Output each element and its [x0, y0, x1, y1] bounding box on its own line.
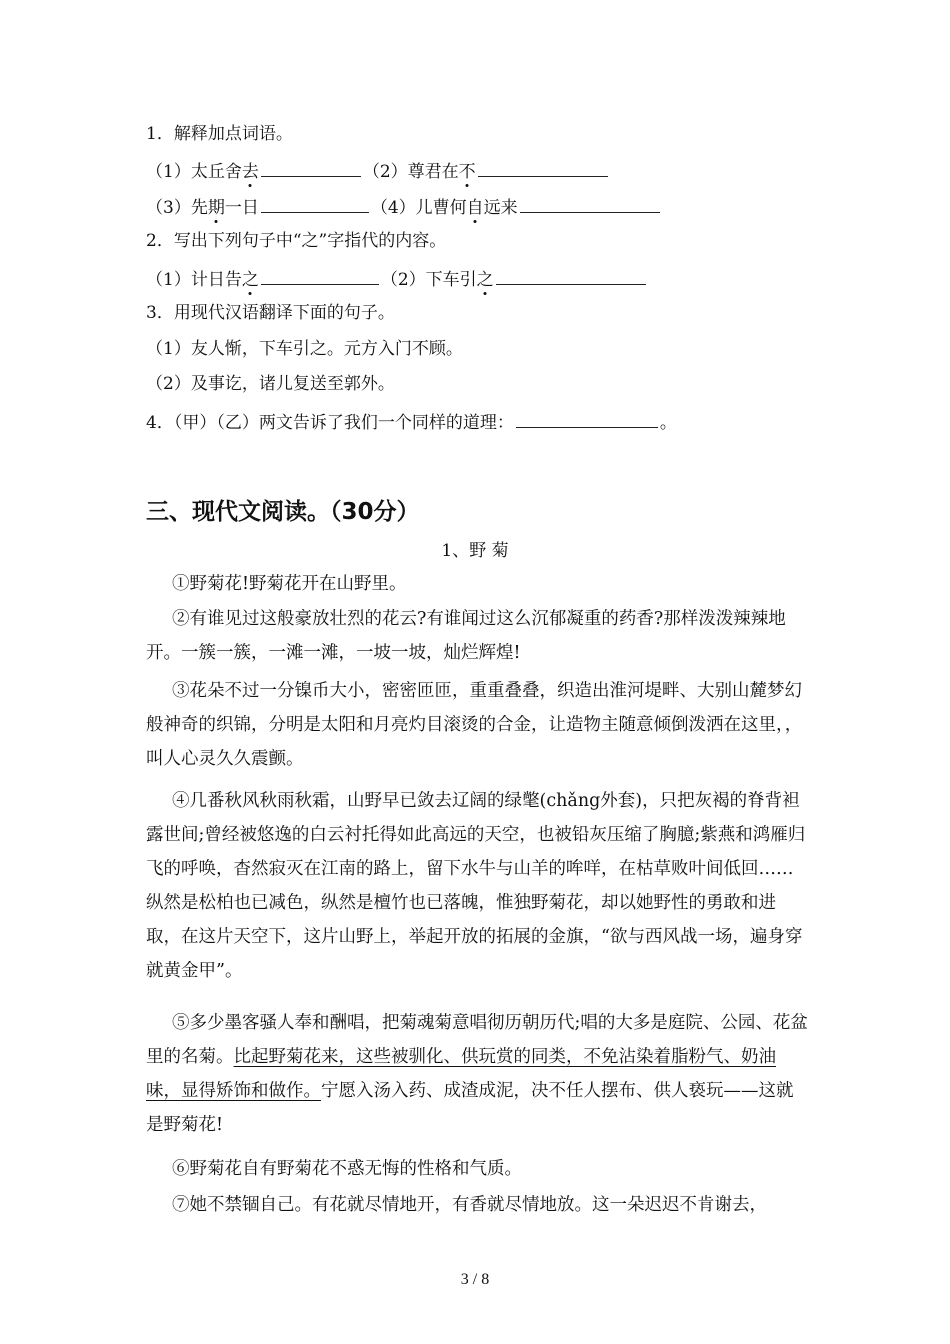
section-heading: 三、现代文阅读。（30分） — [146, 499, 420, 525]
answer-blank[interactable] — [261, 266, 379, 285]
dotted-char: 之 — [241, 270, 259, 290]
question-2-row: （1）计日告之 （2）下车引之 — [146, 266, 648, 291]
question-3-item-1: （1）友人惭，下车引之。元方入门不顾。 — [146, 339, 463, 359]
question-3: 3．用现代汉语翻译下面的句子。 — [146, 303, 395, 323]
underlined-sentence: 比起野菊花来，这些被驯化、供玩赏的同类，不免沾染着脂粉气、奶油味，显得矫饰和做作。 — [146, 1047, 776, 1101]
dotted-char: 不 — [458, 162, 476, 182]
paragraph-7: ⑦她不禁锢自己。有花就尽情地开，有香就尽情地放。这一朵迟迟不肯谢去， — [172, 1195, 767, 1215]
answer-blank[interactable] — [261, 158, 361, 177]
question-1-row-2: （3）先期一日 （4）儿曹何自远来 — [146, 194, 662, 219]
answer-blank[interactable] — [496, 266, 646, 285]
dotted-char: 自 — [466, 198, 484, 218]
question-4: 4．（甲）（乙）两文告诉了我们一个同样的道理： 。 — [146, 409, 677, 434]
answer-blank[interactable] — [261, 194, 369, 213]
paragraph-5: ⑤多少墨客骚人奉和酬唱，把菊魂菊意唱彻历朝历代;唱的大多是庭院、公园、花盆里的名菊。比起野菊花来，这些被驯化、供玩赏的同类，不免沾染着脂粉气、奶油味，显得矫饰和做作。宁愿入汤入药、成渣成泥，决不任人摆布、供人亵玩——这就是野菊花! — [146, 1013, 808, 1135]
paragraph-3: ③花朵不过一分镍币大小，密密匝匝，重重叠叠，织造出淮河堤畔、大别山麓梦幻般神奇的织锦，分明是太阳和月亮灼目滚烫的合金，让造物主随意倾倒泼洒在这里，，叫人心灵久久震颤。 — [146, 681, 803, 769]
question-3-item-2: （2）及事讫，诸儿复送至郭外。 — [146, 374, 395, 394]
answer-blank[interactable] — [516, 409, 658, 428]
paragraph-2: ②有谁见过这般豪放壮烈的花云?有谁闻过这么沉郁凝重的药香?那样泼泼辣辣地开。一簇一簇，一滩一滩，一坡一坡，灿烂辉煌! — [146, 609, 786, 663]
question-2: 2．写出下列句子中“之”字指代的内容。 — [146, 231, 447, 251]
answer-blank[interactable] — [478, 158, 608, 177]
question-1-row-1: （1）太丘舍去 （2）尊君在不 — [146, 158, 610, 183]
dotted-char: 之 — [476, 270, 494, 290]
answer-blank[interactable] — [520, 194, 660, 213]
paragraph-4: ④几番秋风秋雨秋霜，山野早已敛去辽阔的绿氅(chǎng外套)，只把灰褐的脊背袒露世间;曾经被悠逸的白云衬托得如此高远的天空，也被铅灰压缩了胸臆;紫燕和鸿雁归飞的呼唤，杳然寂灭在江南的路上，留下水牛与山羊的哞咩，在枯草败叶间低回……纵然是松柏也已减色，纵然是檀竹也已落魄，惟独野菊花，却以她野性的勇敢和进取，在这片天空下，这片山野上，举起开放的拓展的金旗，“欲与西风战一场，遍身穿就黄金甲”。 — [146, 791, 806, 981]
dotted-char: 去 — [241, 162, 259, 182]
paragraph-1: ①野菊花!野菊花开在山野里。 — [172, 574, 407, 594]
dotted-char: 期 — [207, 198, 225, 218]
paragraph-6: ⑥野菊花自有野菊花不惑无悔的性格和气质。 — [172, 1159, 522, 1179]
question-1: 1．解释加点词语。 — [146, 124, 293, 144]
page-number: 3 / 8 — [460, 1271, 490, 1288]
passage-title: 1、野 菊 — [441, 541, 509, 561]
